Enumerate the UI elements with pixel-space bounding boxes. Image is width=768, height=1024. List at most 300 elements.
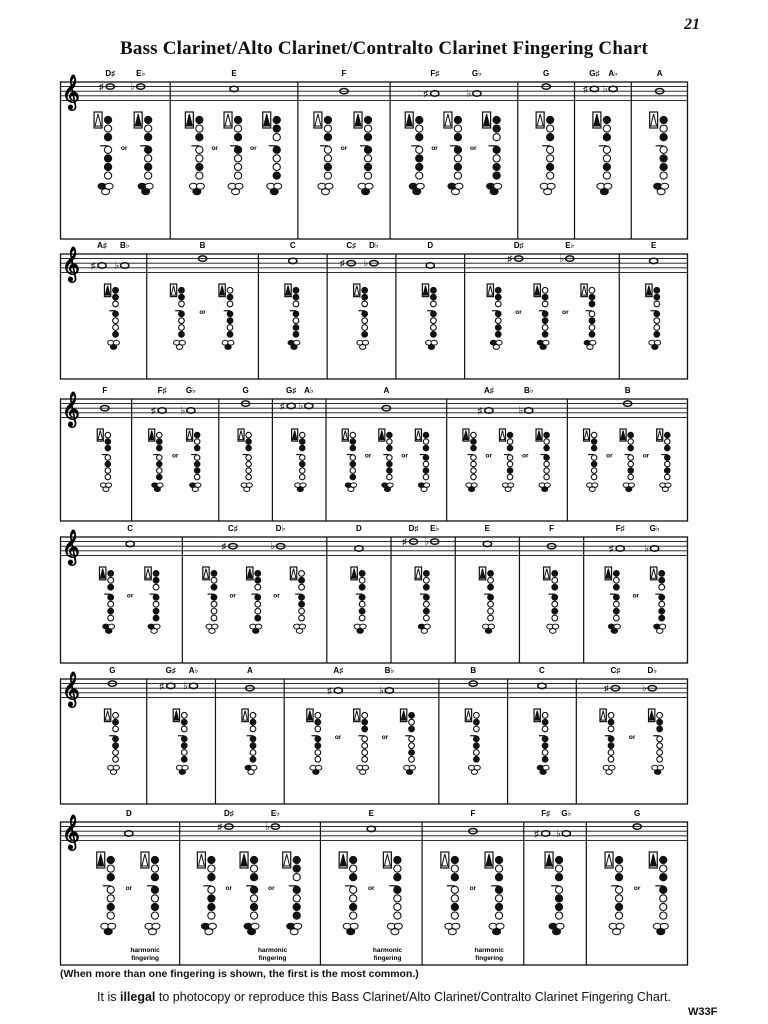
pinky-key-icon (296, 629, 302, 634)
open-hole-icon (211, 615, 217, 621)
fingering-diagram (185, 112, 204, 195)
thumb-key-icon (380, 431, 385, 440)
open-hole-icon (507, 439, 512, 444)
closed-hole-icon (471, 445, 476, 450)
open-hole-icon (157, 468, 162, 473)
closed-hole-icon (552, 608, 558, 614)
fingering-diagram (149, 429, 163, 492)
pinky-key-icon (297, 487, 303, 492)
fingering-diagram (104, 709, 119, 774)
open-hole-icon (151, 912, 158, 919)
fingering-cell (447, 386, 551, 521)
sharp-icon: ♯ (477, 405, 483, 416)
closed-hole-icon (555, 903, 562, 910)
fingering-row (60, 808, 688, 966)
closed-hole-icon (300, 461, 305, 466)
open-hole-icon (234, 163, 241, 170)
flat-icon: ♭ (518, 405, 524, 417)
or-label: or (469, 885, 477, 892)
closed-hole-icon (431, 331, 437, 337)
closed-hole-icon (350, 903, 357, 910)
pinky-key-icon (270, 189, 278, 195)
thumb-key-icon (187, 431, 192, 440)
closed-hole-icon (603, 116, 610, 123)
note-name: F♯ (615, 524, 625, 533)
or-label: or (606, 452, 613, 460)
closed-hole-icon (488, 584, 494, 590)
closed-hole-icon (552, 571, 558, 577)
closed-hole-icon (657, 726, 663, 732)
closed-hole-icon (423, 608, 429, 614)
open-hole-icon (544, 474, 549, 479)
pinky-key-icon (600, 189, 608, 195)
closed-hole-icon (179, 294, 185, 300)
fingering-cell (619, 241, 660, 379)
open-hole-icon (107, 912, 114, 919)
note-name: F♯ (430, 69, 440, 78)
fingering-cell (97, 386, 111, 492)
closed-hole-icon (660, 116, 667, 123)
open-hole-icon (423, 474, 428, 479)
open-hole-icon (552, 615, 558, 621)
note-name-label (657, 69, 663, 78)
thumb-key-icon (186, 114, 192, 126)
open-hole-icon (315, 712, 321, 718)
open-hole-icon (113, 318, 119, 324)
closed-hole-icon (660, 856, 667, 863)
note-name: B♭ (384, 666, 395, 675)
pinky-key-icon (360, 345, 366, 350)
or-label: or (211, 145, 218, 152)
pinky-key-icon (248, 770, 254, 775)
closed-hole-icon (315, 736, 321, 742)
open-hole-icon (409, 736, 415, 742)
pinky-key-icon (540, 770, 546, 775)
closed-hole-icon (362, 294, 368, 300)
closed-hole-icon (179, 331, 185, 337)
thumb-key-icon (544, 569, 549, 579)
closed-hole-icon (659, 577, 665, 583)
note-name-label (97, 241, 130, 250)
closed-hole-icon (657, 719, 663, 725)
note-name-label (102, 386, 107, 395)
open-hole-icon (544, 439, 549, 444)
pinky-key-icon (490, 189, 498, 195)
open-hole-icon (105, 468, 110, 473)
pinky-key-icon (209, 629, 215, 634)
closed-hole-icon (181, 736, 187, 742)
pinky-key-icon (448, 929, 456, 935)
closed-hole-icon (423, 594, 429, 600)
note-name: D♯ (408, 524, 419, 533)
thumb-key-icon (651, 569, 656, 579)
open-hole-icon (608, 712, 614, 718)
closed-hole-icon (454, 163, 461, 170)
fingering-diagram (263, 112, 282, 195)
sharp-icon: ♯ (99, 81, 104, 92)
closed-hole-icon (246, 445, 251, 450)
pinky-key-icon (291, 345, 297, 350)
pinky-key-icon (587, 345, 593, 350)
flat-icon: ♭ (363, 258, 369, 270)
fingering-diagram (97, 852, 116, 935)
pinky-key-icon (321, 189, 329, 195)
note-name: G (634, 809, 641, 818)
open-hole-icon (613, 577, 619, 583)
open-hole-icon (608, 756, 614, 762)
note-name: G♭ (561, 809, 572, 818)
fingering-diagram (534, 709, 549, 774)
open-hole-icon (108, 577, 114, 583)
note-name: E (368, 809, 374, 818)
thumb-key-icon (149, 431, 154, 440)
fingering-diagram (354, 284, 369, 349)
note-name-label (470, 809, 475, 818)
closed-hole-icon (255, 615, 261, 621)
fingering-diagram (283, 852, 302, 935)
open-hole-icon (246, 432, 251, 437)
open-hole-icon (615, 895, 622, 902)
open-hole-icon (208, 865, 215, 872)
open-hole-icon (409, 719, 415, 725)
closed-hole-icon (542, 318, 548, 324)
thumb-key-icon (100, 569, 105, 579)
fingering-cell (576, 666, 663, 804)
thumb-key-icon (354, 286, 359, 295)
note-name: G (242, 386, 249, 395)
closed-hole-icon (416, 116, 423, 123)
pinky-key-icon (176, 345, 182, 350)
fingering-row (60, 240, 688, 380)
open-hole-icon (451, 865, 458, 872)
open-hole-icon (628, 474, 633, 479)
closed-hole-icon (603, 134, 610, 141)
fingering-diagram (485, 852, 504, 935)
closed-hole-icon (552, 594, 558, 600)
closed-hole-icon (108, 571, 114, 577)
note-name-label (109, 666, 115, 675)
note-name-label (342, 69, 347, 78)
open-hole-icon (474, 712, 480, 718)
open-hole-icon (628, 439, 633, 444)
open-hole-icon (660, 172, 667, 179)
fingering-diagram (342, 429, 356, 492)
open-hole-icon (300, 432, 305, 437)
closed-hole-icon (250, 743, 256, 749)
sharp-icon: ♯ (583, 83, 588, 94)
fingering-diagram (104, 284, 119, 349)
open-hole-icon (615, 865, 622, 872)
open-hole-icon (255, 584, 261, 590)
note-name-label (356, 524, 362, 533)
closed-hole-icon (359, 608, 365, 614)
fingering-diagram (97, 429, 111, 492)
open-hole-icon (157, 432, 162, 437)
open-hole-icon (665, 439, 670, 444)
open-hole-icon (300, 468, 305, 473)
note-name: E (650, 241, 657, 250)
pinky-key-icon (493, 929, 501, 935)
closed-hole-icon (273, 116, 280, 123)
open-hole-icon (108, 615, 114, 621)
note-name: B (470, 666, 477, 675)
sharp-icon: ♯ (423, 88, 429, 99)
fingering-diagram (646, 284, 661, 349)
closed-hole-icon (104, 155, 111, 162)
open-hole-icon (299, 608, 305, 614)
pinky-key-icon (505, 487, 511, 492)
fingering-cell (180, 809, 302, 965)
open-hole-icon (104, 146, 111, 153)
fingering-cell (439, 666, 480, 804)
open-hole-icon (495, 318, 501, 324)
thumb-key-icon (649, 711, 654, 720)
open-hole-icon (454, 172, 461, 179)
closed-hole-icon (194, 468, 199, 473)
closed-hole-icon (211, 571, 217, 577)
fingering-cell (97, 809, 160, 962)
closed-hole-icon (387, 445, 392, 450)
closed-hole-icon (495, 287, 501, 293)
open-hole-icon (107, 886, 114, 893)
open-hole-icon (608, 726, 614, 732)
closed-hole-icon (250, 856, 257, 863)
closed-hole-icon (157, 439, 162, 444)
or-label: or (171, 452, 179, 460)
pinky-key-icon (313, 770, 319, 775)
closed-hole-icon (324, 116, 331, 123)
or-label: or (364, 452, 372, 460)
note-name-label (231, 69, 237, 78)
note-name-label (333, 666, 394, 675)
closed-hole-icon (179, 311, 185, 317)
pinky-key-icon (657, 929, 665, 935)
note-name-label (290, 241, 296, 250)
closed-hole-icon (364, 146, 371, 153)
thumb-key-icon (239, 431, 244, 440)
open-hole-icon (250, 912, 257, 919)
fingering-cell (524, 809, 572, 965)
harmonic-label: fingering (131, 955, 160, 962)
or-label: or (199, 309, 206, 317)
closed-hole-icon (250, 903, 257, 910)
open-hole-icon (555, 912, 562, 919)
pinky-key-icon (421, 487, 427, 492)
note-name: D♯ (224, 809, 234, 818)
pinky-key-icon (151, 629, 157, 634)
closed-hole-icon (104, 163, 111, 170)
closed-hole-icon (293, 325, 299, 331)
closed-hole-icon (250, 756, 256, 762)
pinky-key-icon (347, 929, 355, 935)
closed-hole-icon (194, 445, 199, 450)
open-hole-icon (603, 172, 610, 179)
fingering-diagram (224, 112, 243, 195)
thumb-key-icon (174, 711, 179, 720)
pinky-key-icon (110, 770, 116, 775)
note-name-label (485, 524, 491, 533)
note-name: G (109, 666, 116, 675)
open-hole-icon (250, 865, 257, 872)
open-hole-icon (608, 750, 614, 756)
closed-hole-icon (507, 445, 512, 450)
open-hole-icon (409, 743, 415, 749)
open-hole-icon (542, 325, 548, 331)
fingering-diagram (605, 567, 620, 633)
pinky-key-icon (391, 929, 399, 935)
open-hole-icon (451, 886, 458, 893)
closed-hole-icon (608, 743, 614, 749)
open-hole-icon (555, 865, 562, 872)
closed-hole-icon (423, 584, 429, 590)
closed-hole-icon (105, 445, 110, 450)
pinky-key-icon (248, 929, 256, 935)
closed-hole-icon (293, 886, 300, 893)
closed-hole-icon (250, 874, 257, 881)
open-hole-icon (194, 439, 199, 444)
or-label: or (522, 452, 529, 460)
closed-hole-icon (423, 432, 428, 437)
open-hole-icon (657, 736, 663, 742)
closed-hole-icon (416, 134, 423, 141)
closed-hole-icon (589, 318, 595, 324)
pinky-key-icon (384, 487, 390, 492)
open-hole-icon (615, 886, 622, 893)
note-name: D (427, 241, 434, 250)
footnote: (When more than one fingering is shown, the first is the most common.) (60, 968, 419, 980)
closed-hole-icon (454, 116, 461, 123)
closed-hole-icon (613, 594, 619, 600)
closed-hole-icon (493, 172, 500, 179)
open-hole-icon (471, 432, 476, 437)
closed-hole-icon (665, 432, 670, 437)
closed-hole-icon (654, 311, 660, 317)
open-hole-icon (542, 301, 548, 307)
page-title: Bass Clarinet/Alto Clarinet/Contralto Clarinet Fingering Chart (120, 38, 648, 59)
thumb-key-icon (204, 569, 209, 579)
note-name-label (651, 241, 657, 250)
closed-hole-icon (108, 594, 114, 600)
open-hole-icon (542, 712, 548, 718)
open-hole-icon (451, 895, 458, 902)
open-hole-icon (589, 311, 595, 317)
note-name: B♭ (119, 241, 130, 250)
closed-hole-icon (273, 172, 280, 179)
harmonic-label: fingering (373, 955, 402, 962)
sharp-icon: ♯ (90, 260, 96, 271)
treble-clef-icon: 𝄞 (62, 531, 80, 564)
closed-hole-icon (589, 331, 595, 337)
or-label: or (628, 734, 636, 742)
closed-hole-icon (665, 445, 670, 450)
closed-hole-icon (153, 615, 159, 621)
closed-hole-icon (387, 432, 392, 437)
note-name: G♭ (185, 386, 196, 395)
open-hole-icon (493, 134, 500, 141)
closed-hole-icon (157, 445, 162, 450)
open-hole-icon (246, 474, 251, 479)
thumb-key-icon (657, 431, 662, 440)
note-name: B♭ (523, 386, 534, 395)
closed-hole-icon (431, 294, 437, 300)
closed-hole-icon (608, 736, 614, 742)
thumb-key-icon (486, 854, 492, 866)
open-hole-icon (350, 865, 357, 872)
closed-hole-icon (211, 594, 217, 600)
or-label: or (485, 452, 492, 460)
closed-hole-icon (153, 608, 159, 614)
closed-hole-icon (194, 461, 199, 466)
closed-hole-icon (591, 439, 596, 444)
open-hole-icon (145, 155, 152, 162)
closed-hole-icon (493, 125, 500, 132)
note-name: C (289, 241, 296, 250)
sharp-icon: ♯ (507, 253, 512, 264)
open-hole-icon (293, 874, 300, 881)
closed-hole-icon (660, 155, 667, 162)
fingering-diagram (240, 852, 259, 935)
open-hole-icon (250, 712, 256, 718)
pinky-key-icon (657, 629, 663, 634)
note-name: B (624, 386, 631, 395)
closed-hole-icon (208, 903, 215, 910)
closed-hole-icon (654, 294, 660, 300)
closed-hole-icon (299, 594, 305, 600)
note-name-label (242, 386, 248, 395)
closed-hole-icon (293, 331, 299, 337)
open-hole-icon (591, 432, 596, 437)
harmonic-label: harmonic (372, 947, 403, 954)
fingering-diagram (290, 567, 305, 633)
open-hole-icon (234, 172, 241, 179)
closed-hole-icon (293, 865, 300, 872)
fingering-cell (182, 524, 305, 663)
closed-hole-icon (208, 895, 215, 902)
closed-hole-icon (660, 134, 667, 141)
closed-hole-icon (488, 594, 494, 600)
pinky-key-icon (110, 345, 116, 350)
closed-hole-icon (113, 736, 119, 742)
closed-hole-icon (108, 608, 114, 614)
open-hole-icon (324, 125, 331, 132)
or-label: or (515, 309, 522, 317)
open-hole-icon (362, 712, 368, 718)
open-hole-icon (603, 155, 610, 162)
fingering-cell (215, 666, 256, 804)
open-hole-icon (387, 455, 392, 460)
flat-icon: ♭ (180, 405, 186, 417)
fingering-diagram (657, 429, 671, 492)
fingering-cell (455, 524, 494, 663)
closed-hole-icon (246, 439, 251, 444)
flat-icon: ♭ (559, 253, 565, 265)
open-hole-icon (362, 750, 368, 756)
closed-hole-icon (234, 116, 241, 123)
thumb-key-icon (546, 854, 552, 866)
open-hole-icon (196, 125, 203, 132)
open-hole-icon (227, 301, 233, 307)
open-hole-icon (234, 155, 241, 162)
note-name: C♯ (346, 241, 357, 250)
open-hole-icon (151, 895, 158, 902)
open-hole-icon (387, 474, 392, 479)
fingering-cell (519, 524, 558, 663)
open-hole-icon (665, 474, 670, 479)
pinky-key-icon (611, 629, 617, 634)
closed-hole-icon (613, 584, 619, 590)
open-hole-icon (488, 608, 494, 614)
open-hole-icon (315, 750, 321, 756)
